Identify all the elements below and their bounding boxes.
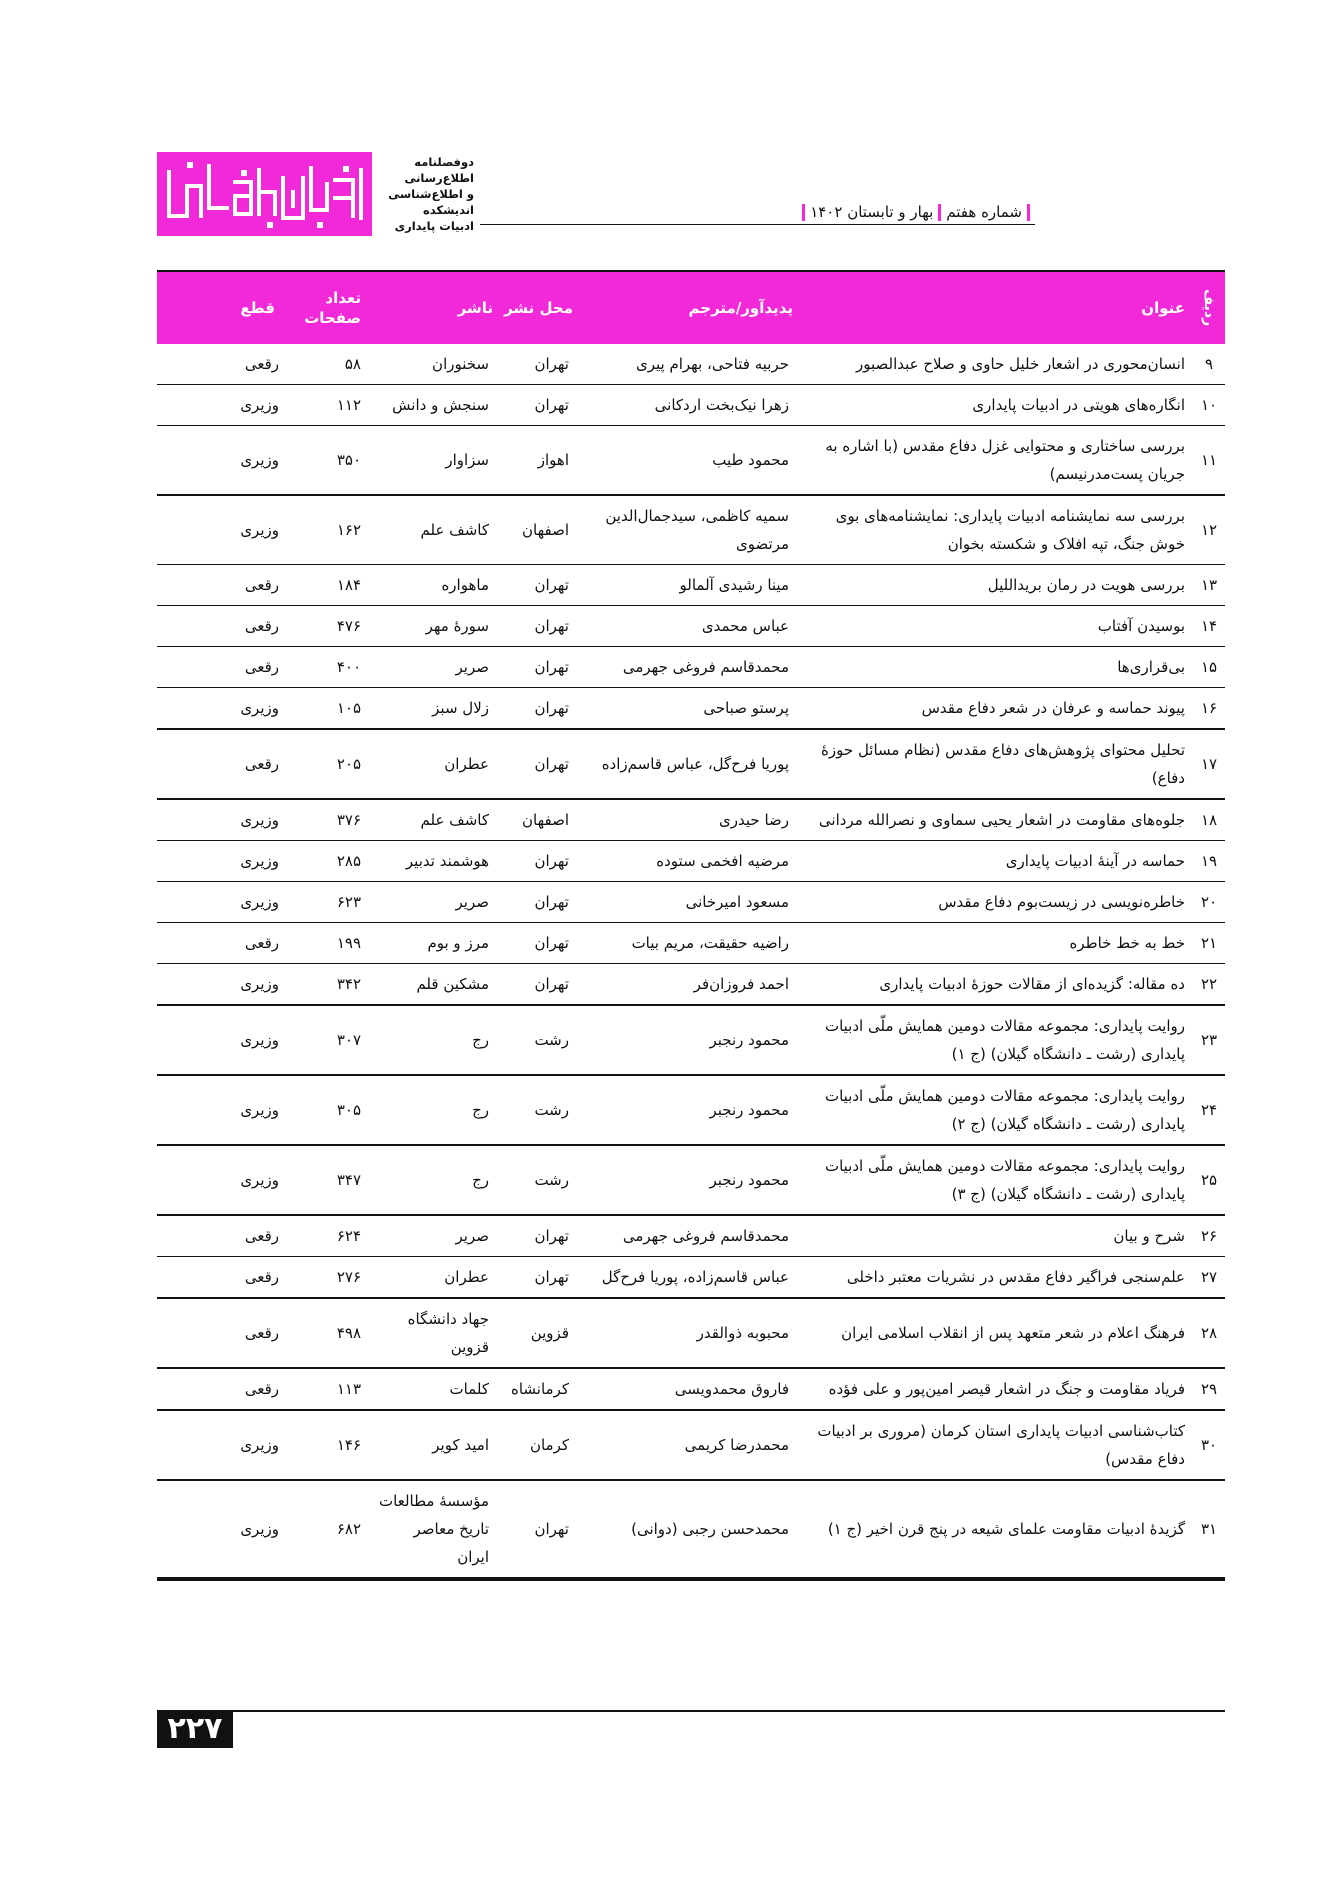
row-title: بررسی هویت در رمان بریدالليل (793, 565, 1193, 606)
row-publisher: مرز و بوم (373, 923, 493, 964)
table-row (157, 1480, 1225, 1578)
table-row (157, 1410, 1225, 1480)
issue-number: شماره هفتم (946, 203, 1022, 221)
row-author: محمود رنجبر (573, 1145, 793, 1215)
row-publisher: کلمات (373, 1368, 493, 1410)
row-publisher: عطران (373, 1257, 493, 1299)
row-format: وزیری (157, 841, 293, 882)
row-pages: ۱۹۹ (293, 923, 373, 964)
row-place: تهران (493, 729, 573, 799)
row-pages: ۶۸۲ (293, 1480, 373, 1578)
header-place: محل نشر (493, 272, 573, 344)
row-publisher: مشکین قلم (373, 964, 493, 1006)
row-title: فریاد مقاومت و جنگ در اشعار قیصر امین‌پور و علی فؤده (793, 1368, 1193, 1410)
row-publisher: صریر (373, 882, 493, 923)
row-author: محمود رنجبر (573, 1075, 793, 1145)
row-pages: ۱۰۵ (293, 688, 373, 730)
row-pages: ۴۹۸ (293, 1298, 373, 1368)
table-row (157, 606, 1225, 647)
row-title: بررسی سه نمایشنامه ادبیات پایداری: نمایشنامه‌های بوی خوش جنگ، تپه افلاک و شکسته بخوان (793, 495, 1193, 565)
row-publisher: رج (373, 1145, 493, 1215)
row-format: وزیری (157, 385, 293, 426)
row-number: ۱۲ (1193, 495, 1225, 565)
row-title: گزیدهٔ ادبیات مقاومت علمای شیعه در پنج قرن اخیر (ج ۱) (793, 1480, 1193, 1578)
table-row (157, 841, 1225, 882)
row-pages: ۴۰۰ (293, 647, 373, 688)
header-pages-line: صفحات (304, 309, 361, 327)
row-pages: ۱۶۲ (293, 495, 373, 565)
row-format: وزیری (157, 1480, 293, 1578)
row-pages: ۵۸ (293, 344, 373, 385)
row-title: روایت پایداری: مجموعه مقالات دومین همایش ملّی ادبیات پایداری (رشت ـ دانشگاه گیلان) (ج ۲) (793, 1075, 1193, 1145)
row-place: تهران (493, 964, 573, 1006)
table-row (157, 385, 1225, 426)
header-pages (293, 272, 373, 344)
logo-calligraphy-icon (157, 152, 372, 236)
row-author: پوریا فرح‌گل، عباس قاسم‌زاده (573, 729, 793, 799)
row-format: رقعی (157, 647, 293, 688)
row-author: محمود طیب (573, 426, 793, 496)
table-row (157, 1215, 1225, 1257)
row-pages: ۲۸۵ (293, 841, 373, 882)
row-pages: ۳۷۶ (293, 799, 373, 841)
row-title: روایت پایداری: مجموعه مقالات دومین همایش ملّی ادبیات پایداری (رشت ـ دانشگاه گیلان) (ج ۱) (793, 1005, 1193, 1075)
row-number: ۱۴ (1193, 606, 1225, 647)
accent-bar (938, 204, 941, 221)
row-author: محمدقاسم فروغی جهرمی (573, 647, 793, 688)
row-publisher: جهاد دانشگاه قزوین (373, 1298, 493, 1368)
table-row (157, 426, 1225, 496)
row-pages: ۳۰۷ (293, 1005, 373, 1075)
row-author: حربیه فتاحی، بهرام پیری (573, 344, 793, 385)
table-row (157, 688, 1225, 730)
row-title: ده مقاله: گزیده‌ای از مقالات حوزهٔ ادبیات پایداری (793, 964, 1193, 1006)
row-number: ۲۰ (1193, 882, 1225, 923)
row-place: اصفهان (493, 495, 573, 565)
row-publisher: رج (373, 1005, 493, 1075)
row-place: تهران (493, 1480, 573, 1578)
row-publisher: صریر (373, 1215, 493, 1257)
table-row (157, 647, 1225, 688)
row-number: ۲۹ (1193, 1368, 1225, 1410)
row-pages: ۴۷۶ (293, 606, 373, 647)
table-row (157, 1005, 1225, 1075)
row-title: پیوند حماسه و عرفان در شعر دفاع مقدس (793, 688, 1193, 730)
table-row (157, 964, 1225, 1006)
row-number: ۳۰ (1193, 1410, 1225, 1480)
issue-season: بهار و تابستان ۱۴۰۲ (810, 203, 934, 221)
row-author: پرستو صباحی (573, 688, 793, 730)
header-pages-line: تعداد (325, 289, 361, 307)
row-number: ۲۵ (1193, 1145, 1225, 1215)
row-format: رقعی (157, 729, 293, 799)
row-place: تهران (493, 923, 573, 964)
row-publisher: هوشمند تدبیر (373, 841, 493, 882)
row-pages: ۱۴۶ (293, 1410, 373, 1480)
row-title: خاطره‌نویسی در زیست‌بوم دفاع مقدس (793, 882, 1193, 923)
footer-rule (157, 1710, 1225, 1712)
row-number: ۱۷ (1193, 729, 1225, 799)
row-author: مرضیه افخمی ستوده (573, 841, 793, 882)
row-publisher: مؤسسهٔ مطالعات تاریخ معاصر ایران (373, 1480, 493, 1578)
row-pages: ۱۱۲ (293, 385, 373, 426)
table-row (157, 882, 1225, 923)
table-row (157, 1075, 1225, 1145)
accent-bar (1027, 204, 1030, 221)
row-format: وزیری (157, 688, 293, 730)
row-pages: ۱۱۳ (293, 1368, 373, 1410)
row-number: ۲۱ (1193, 923, 1225, 964)
table-row (157, 344, 1225, 385)
row-publisher: کاشف علم (373, 495, 493, 565)
row-format: رقعی (157, 344, 293, 385)
row-format: رقعی (157, 1368, 293, 1410)
row-number: ۹ (1193, 344, 1225, 385)
issue-line (480, 200, 1035, 225)
row-pages: ۱۸۴ (293, 565, 373, 606)
row-title: تحلیل محتوای پژوهش‌های دفاع مقدس (نظام مسائل حوزهٔ دفاع) (793, 729, 1193, 799)
row-pages: ۳۴۷ (293, 1145, 373, 1215)
row-format: وزیری (157, 1410, 293, 1480)
row-number: ۱۹ (1193, 841, 1225, 882)
table-row (157, 1145, 1225, 1215)
row-format: رقعی (157, 1257, 293, 1299)
row-place: تهران (493, 565, 573, 606)
row-publisher: صریر (373, 647, 493, 688)
row-place: تهران (493, 647, 573, 688)
row-title: انسان‌محوری در اشعار خلیل حاوی و صلاح عبدالصبور (793, 344, 1193, 385)
row-publisher: سورهٔ مهر (373, 606, 493, 647)
row-pages: ۲۷۶ (293, 1257, 373, 1299)
journal-line: اطلاع‌رسانی (404, 171, 474, 185)
header-num: ردیف (1193, 272, 1225, 344)
header-publisher: ناشر (373, 272, 493, 344)
row-number: ۳۱ (1193, 1480, 1225, 1578)
row-format: وزیری (157, 495, 293, 565)
row-place: رشت (493, 1075, 573, 1145)
row-format: وزیری (157, 799, 293, 841)
row-number: ۲۴ (1193, 1075, 1225, 1145)
row-place: تهران (493, 1215, 573, 1257)
row-author: راضیه حقیقت، مریم بیات (573, 923, 793, 964)
row-format: وزیری (157, 426, 293, 496)
row-author: سمیه کاظمی، سیدجمال‌الدین مرتضوی (573, 495, 793, 565)
row-format: رقعی (157, 923, 293, 964)
row-format: وزیری (157, 1005, 293, 1075)
row-number: ۱۰ (1193, 385, 1225, 426)
row-publisher: سنجش و دانش (373, 385, 493, 426)
row-format: وزیری (157, 1145, 293, 1215)
row-author: زهرا نیک‌بخت اردکانی (573, 385, 793, 426)
journal-logo (157, 152, 372, 236)
table-row (157, 923, 1225, 964)
row-format: رقعی (157, 1215, 293, 1257)
row-number: ۱۱ (1193, 426, 1225, 496)
row-author: محبوبه ذوالقدر (573, 1298, 793, 1368)
accent-bar (802, 204, 805, 221)
row-pages: ۶۲۴ (293, 1215, 373, 1257)
row-format: رقعی (157, 565, 293, 606)
row-format: رقعی (157, 1298, 293, 1368)
row-format: وزیری (157, 882, 293, 923)
row-author: مسعود امیرخانی (573, 882, 793, 923)
row-author: احمد فروزان‌فر (573, 964, 793, 1006)
row-number: ۲۲ (1193, 964, 1225, 1006)
row-title: فرهنگ اعلام در شعر متعهد پس از انقلاب اسلامی ایران (793, 1298, 1193, 1368)
row-pages: ۳۰۵ (293, 1075, 373, 1145)
table-row (157, 729, 1225, 799)
table-header (157, 272, 1225, 344)
row-publisher: سخنوران (373, 344, 493, 385)
row-format: وزیری (157, 1075, 293, 1145)
row-place: رشت (493, 1005, 573, 1075)
journal-description (382, 154, 474, 234)
header-author: پدیدآور/مترجم (573, 272, 793, 344)
row-place: کرمانشاه (493, 1368, 573, 1410)
table-row (157, 565, 1225, 606)
journal-line: دوفصلنامه (414, 155, 474, 169)
journal-line: و اطلاع‌شناسی (388, 187, 474, 201)
row-place: تهران (493, 841, 573, 882)
page-number: ۲۲۷ (157, 1710, 233, 1748)
row-publisher: امید کویر (373, 1410, 493, 1480)
row-title: جلوه‌های مقاومت در اشعار یحیی سماوی و نصرالله مردانی (793, 799, 1193, 841)
row-number: ۲۶ (1193, 1215, 1225, 1257)
row-title: بررسی ساختاری و محتوایی غزل دفاع مقدس (با اشاره به جریان پست‌مدرنیسم) (793, 426, 1193, 496)
row-title: بوسیدن آفتاب (793, 606, 1193, 647)
row-place: اصفهان (493, 799, 573, 841)
row-author: عباس محمدی (573, 606, 793, 647)
row-author: فاروق محمدویسی (573, 1368, 793, 1410)
journal-line: ادبیات پایداری (394, 219, 474, 233)
row-number: ۱۳ (1193, 565, 1225, 606)
row-title: انگاره‌های هویتی در ادبیات پایداری (793, 385, 1193, 426)
row-author: عباس قاسم‌زاده، پوریا فرح‌گل (573, 1257, 793, 1299)
header-format: قطع (157, 272, 293, 344)
row-publisher: سزاوار (373, 426, 493, 496)
row-title: علم‌سنجی فراگیر دفاع مقدس در نشریات معتبر داخلی (793, 1257, 1193, 1299)
row-place: تهران (493, 344, 573, 385)
row-pages: ۳۵۰ (293, 426, 373, 496)
table-row (157, 799, 1225, 841)
journal-line: اندیشکده (422, 203, 474, 217)
row-author: محمدحسن رجبی (دوانی) (573, 1480, 793, 1578)
row-author: محمدرضا کریمی (573, 1410, 793, 1480)
row-place: رشت (493, 1145, 573, 1215)
row-place: اهواز (493, 426, 573, 496)
row-title: بی‌قراری‌ها (793, 647, 1193, 688)
row-place: تهران (493, 606, 573, 647)
row-place: قزوین (493, 1298, 573, 1368)
row-publisher: زلال سبز (373, 688, 493, 730)
row-place: تهران (493, 1257, 573, 1299)
row-pages: ۶۲۳ (293, 882, 373, 923)
row-title: حماسه در آینهٔ ادبیات پایداری (793, 841, 1193, 882)
row-author: مینا رشیدی آلمالو (573, 565, 793, 606)
row-pages: ۲۰۵ (293, 729, 373, 799)
row-number: ۱۸ (1193, 799, 1225, 841)
row-number: ۱۵ (1193, 647, 1225, 688)
row-number: ۲۷ (1193, 1257, 1225, 1299)
table-row (157, 495, 1225, 565)
row-author: محمود رنجبر (573, 1005, 793, 1075)
row-number: ۱۶ (1193, 688, 1225, 730)
table-row (157, 1298, 1225, 1368)
row-publisher: عطران (373, 729, 493, 799)
row-title: خط به خط خاطره (793, 923, 1193, 964)
row-title: کتاب‌شناسی ادبیات پایداری استان کرمان (مروری بر ادبیات دفاع مقدس) (793, 1410, 1193, 1480)
row-format: رقعی (157, 606, 293, 647)
row-title: روایت پایداری: مجموعه مقالات دومین همایش ملّی ادبیات پایداری (رشت ـ دانشگاه گیلان) (ج ۳) (793, 1145, 1193, 1215)
row-number: ۲۳ (1193, 1005, 1225, 1075)
row-publisher: ماهواره (373, 565, 493, 606)
book-table (157, 270, 1225, 1581)
row-place: کرمان (493, 1410, 573, 1480)
row-place: تهران (493, 882, 573, 923)
row-title: شرح و بیان (793, 1215, 1193, 1257)
row-author: محمدقاسم فروغی جهرمی (573, 1215, 793, 1257)
row-pages: ۳۴۲ (293, 964, 373, 1006)
row-publisher: رج (373, 1075, 493, 1145)
table-row (157, 1368, 1225, 1410)
row-publisher: کاشف علم (373, 799, 493, 841)
table-row (157, 1257, 1225, 1299)
row-place: تهران (493, 385, 573, 426)
row-format: وزیری (157, 964, 293, 1006)
row-author: رضا حیدری (573, 799, 793, 841)
row-place: تهران (493, 688, 573, 730)
header-title: عنوان (793, 272, 1193, 344)
row-number: ۲۸ (1193, 1298, 1225, 1368)
